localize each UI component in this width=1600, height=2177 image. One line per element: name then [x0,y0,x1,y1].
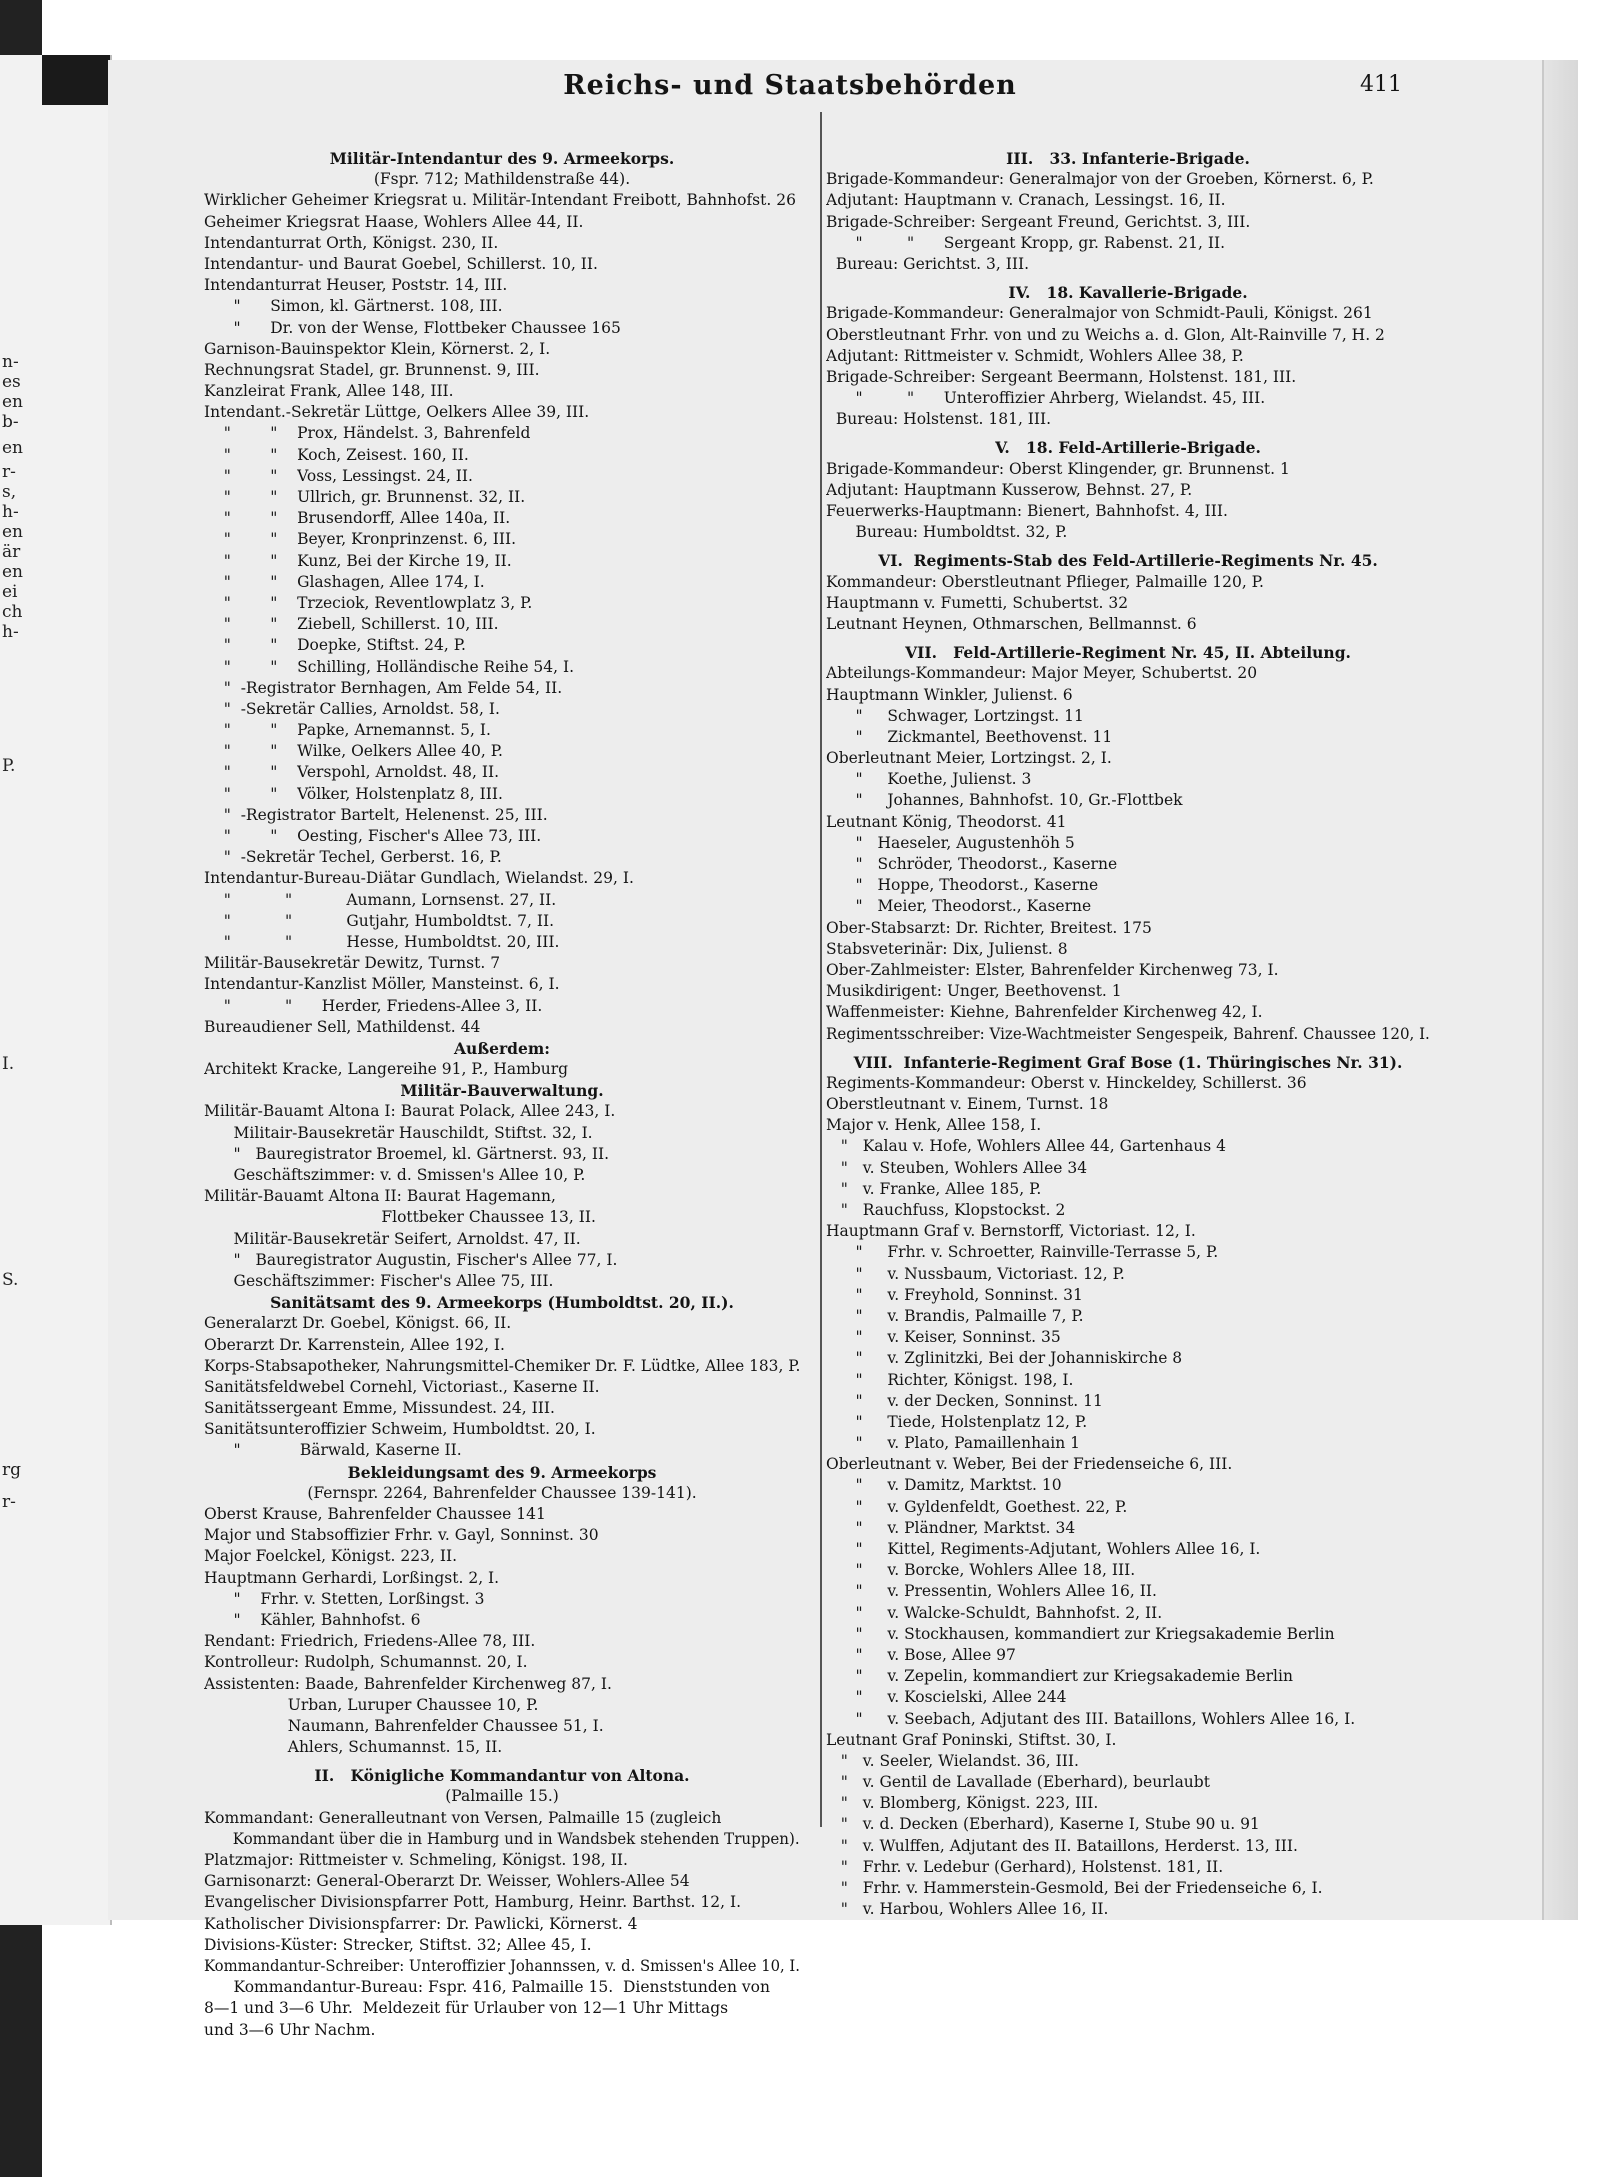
directory-entry: " Koethe, Julienst. 3 [826,770,1032,789]
directory-entry: Geschäftszimmer: Fischer's Allee 75, III. [204,1271,554,1290]
directory-entry: Ober-Zahlmeister: Elster, Bahrenfelder Kirchenweg 73, I. [826,960,1279,979]
directory-entry: Bureau: Gerichtst. 3, III. [826,254,1030,273]
directory-entry: Bureau: Humboldtst. 32, P. [826,523,1068,542]
directory-entry: Militair-Bausekretär Hauschildt, Stiftst. 32, I. [204,1123,593,1142]
directory-entry: Flottbeker Chaussee 13, II. [204,1208,596,1227]
directory-entry: Oberstleutnant v. Einem, Turnst. 18 [826,1095,1109,1114]
directory-entry: Naumann, Bahrenfelder Chaussee 51, I. [204,1716,604,1735]
directory-entry: Kommandantur-Bureau: Fspr. 416, Palmaille 15. Dienststunden von [204,1978,770,1997]
directory-entry: " v. Steuben, Wohlers Allee 34 [826,1158,1088,1177]
directory-entry: Sanitätsunteroffizier Schweim, Humboldtst. 20, I. [204,1420,596,1439]
directory-entry: " " Ullrich, gr. Brunnenst. 32, II. [204,488,526,506]
directory-entry: Evangelischer Divisionspfarrer Pott, Hamburg, Heinr. Barthst. 12, I. [204,1893,742,1912]
directory-entry: Militär-Bauamt Altona II: Baurat Hagemann, [204,1187,556,1206]
directory-entry: Sanitätsfeldwebel Cornehl, Victoriast., Kaserne II. [204,1377,600,1396]
directory-entry: Garnison-Bauinspektor Klein, Körnerst. 2, I. [204,339,551,358]
directory-entry: Katholischer Divisionspfarrer: Dr. Pawlicki, Körnerst. 4 [204,1914,638,1933]
directory-entry: Abteilungs-Kommandeur: Major Meyer, Schubertst. 20 [826,664,1258,683]
section-heading: V. 18. Feld-Artillerie-Brigade. [995,438,1261,458]
directory-entry: " Frhr. v. Stetten, Lorßingst. 3 [204,1589,485,1608]
directory-entry: " v. Bose, Allee 97 [826,1645,1016,1664]
directory-entry: " -Registrator Bartelt, Helenenst. 25, III. [204,805,548,824]
directory-entry: " Schwager, Lortzingst. 11 [826,706,1084,725]
directory-entry: Brigade-Kommandeur: Generalmajor von Schmidt-Pauli, Königst. 261 [826,304,1373,323]
directory-entry: " v. Zepelin, kommandiert zur Kriegsakademie Berlin [826,1667,1293,1686]
directory-entry: Major v. Henk, Allee 158, I. [826,1116,1042,1135]
directory-entry: " Schröder, Theodorst., Kaserne [826,855,1118,873]
directory-entry: " v. Plato, Pamaillenhain 1 [826,1434,1081,1453]
directory-entry: " v. Nussbaum, Victoriast. 12, P. [826,1264,1125,1283]
directory-entry: Kommandant über die in Hamburg und in Wandsbek stehenden Truppen). [204,1829,800,1848]
directory-entry: " v. Brandis, Palmaille 7, P. [826,1306,1084,1325]
section-heading: VIII. Infanterie-Regiment Graf Bose (1. Thüringisches Nr. 31). [853,1052,1403,1072]
prev-page-fragment: r- [2,462,16,482]
directory-entry: " " Völker, Holstenplatz 8, III. [204,784,503,803]
directory-entry: Sanitätssergeant Emme, Missundest. 24, III. [204,1399,555,1418]
directory-entry: Geheimer Kriegsrat Haase, Wohlers Allee 44, II. [204,212,584,231]
directory-entry: Kontrolleur: Rudolph, Schumannst. 20, I. [204,1653,528,1672]
directory-entry: 8—1 und 3—6 Uhr. Meldezeit für Urlauber von 12—1 Uhr Mittags [204,1999,729,2018]
directory-entry: " Hoppe, Theodorst., Kaserne [826,876,1099,895]
directory-entry: Ahlers, Schumannst. 15, II. [204,1738,503,1757]
directory-entry: Waffenmeister: Kiehne, Bahrenfelder Kirchenweg 42, I. [826,1003,1263,1022]
section-heading: Militär-Intendantur des 9. Armeekorps. [329,149,675,168]
directory-entry: Platzmajor: Rittmeister v. Schmeling, Königst. 198, II. [204,1851,628,1869]
directory-entry: " " Ziebell, Schillerst. 10, III. [204,615,499,634]
directory-entry: Militär-Bausekretär Seifert, Arnoldst. 47, II. [204,1229,581,1248]
directory-entry: Architekt Kracke, Langereihe 91, P., Hamburg [204,1060,569,1079]
directory-entry: Kommandantur-Schreiber: Unteroffizier Johannssen, v. d. Smissen's Allee 10, I. [204,1956,800,1975]
directory-entry: " " Schilling, Holländische Reihe 54, I. [204,657,575,676]
directory-entry: " v. Franke, Allee 185, P. [826,1179,1042,1198]
section-heading: Außerdem: [454,1038,550,1058]
left-column [204,148,800,2041]
directory-entry: " v. Gyldenfeldt, Goethest. 22, P. [826,1497,1128,1516]
directory-entry: Adjutant: Hauptmann v. Cranach, Lessingst. 16, II. [826,191,1226,210]
prev-page-fragment: en [2,392,24,412]
directory-entry: " " Glashagen, Allee 174, I. [204,572,485,591]
directory-entry: " v. Blomberg, Königst. 223, III. [826,1794,1099,1813]
section-heading: VII. Feld-Artillerie-Regiment Nr. 45, II. Abteilung. [905,643,1351,663]
column-divider [820,112,822,1827]
directory-entry: Adjutant: Rittmeister v. Schmidt, Wohlers Allee 38, P. [826,346,1244,365]
directory-entry: Assistenten: Baade, Bahrenfelder Kirchenweg 87, I. [204,1674,612,1693]
directory-entry: " Kalau v. Hofe, Wohlers Allee 44, Gartenhaus 4 [826,1137,1226,1156]
directory-entry: " v. Zglinitzki, Bei der Johanniskirche 8 [826,1349,1183,1368]
directory-entry: Intendant.-Sekretär Lüttge, Oelkers Allee 39, III. [204,403,590,422]
directory-entry: Oberleutnant Meier, Lortzingst. 2, I. [826,749,1112,768]
directory-entry: Generalarzt Dr. Goebel, Königst. 66, II. [204,1314,512,1333]
directory-entry: Rendant: Friedrich, Friedens-Allee 78, III. [204,1632,536,1651]
directory-entry: " " Trzeciok, Reventlowplatz 3, P. [204,593,533,612]
directory-entry: Hauptmann v. Fumetti, Schubertst. 32 [826,593,1129,612]
directory-entry: " " Verspohl, Arnoldst. 48, II. [204,763,500,782]
directory-entry: Oberst Krause, Bahrenfelder Chaussee 141 [204,1505,546,1523]
directory-entry: " " Sergeant Kropp, gr. Rabenst. 21, II. [826,233,1226,252]
directory-entry: Oberarzt Dr. Karrenstein, Allee 192, I. [204,1335,505,1354]
directory-entry: Stabsveterinär: Dix, Julienst. 8 [826,939,1068,958]
directory-entry: " " Gutjahr, Humboldtst. 7, II. [204,911,555,930]
directory-entry: " Rauchfuss, Klopstockst. 2 [826,1201,1066,1219]
section-heading: Militär-Bauverwaltung. [400,1081,604,1101]
directory-entry: " " Unteroffizier Ahrberg, Wielandst. 45, III. [826,389,1266,408]
directory-entry: " Bärwald, Kaserne II. [204,1441,462,1460]
directory-entry: " Meier, Theodorst., Kaserne [826,897,1092,916]
directory-entry: " " Prox, Händelst. 3, Bahrenfeld [204,424,531,443]
section-heading: Sanitätsamt des 9. Armeekorps (Humboldtst. 20, II.). [270,1293,734,1313]
directory-entry: " Frhr. v. Hammerstein-Gesmold, Bei der Friedenseiche 6, I. [826,1879,1323,1897]
directory-entry: Leutnant König, Theodorst. 41 [826,812,1067,831]
directory-entry: " Kittel, Regiments-Adjutant, Wohlers Allee 16, I. [826,1540,1261,1558]
directory-entry: " -Sekretär Callies, Arnoldst. 58, I. [204,699,500,718]
prev-page-fragment: är [2,542,21,562]
directory-entry: " v. Freyhold, Sonninst. 31 [826,1285,1083,1304]
directory-entry: " " Doepke, Stiftst. 24, P. [204,636,466,655]
directory-entry: " " Papke, Arnemannst. 5, I. [204,721,491,740]
directory-entry: " v. Stockhausen, kommandiert zur Kriegsakademie Berlin [826,1624,1335,1643]
directory-entry: " -Registrator Bernhagen, Am Felde 54, II. [204,678,563,697]
directory-entry: " " Herder, Friedens-Allee 3, II. [204,996,543,1015]
directory-entry: Oberleutnant v. Weber, Bei der Friedenseiche 6, III. [826,1455,1233,1474]
directory-entry: Brigade-Schreiber: Sergeant Freund, Gerichtst. 3, III. [826,212,1251,231]
directory-entry: Hauptmann Graf v. Bernstorff, Victoriast. 12, I. [826,1222,1196,1241]
directory-entry: Hauptmann Winkler, Julienst. 6 [826,685,1073,704]
directory-entry: " Simon, kl. Gärtnerst. 108, III. [204,297,503,316]
directory-entry: Kommandeur: Oberstleutnant Pflieger, Palmaille 120, P. [826,572,1264,591]
spine-shadow [42,55,110,105]
directory-entry: " Bauregistrator Broemel, kl. Gärtnerst. 93, II. [204,1144,610,1163]
prev-page-fragment: s, [2,482,17,502]
prev-page-fragment: I. [2,1054,15,1074]
directory-entry: " " Oesting, Fischer's Allee 73, III. [204,827,542,845]
directory-entry: Kommandant: Generalleutnant von Versen, Palmaille 15 (zugleich [204,1808,722,1827]
directory-entry: Oberstleutnant Frhr. von und zu Weichs a. d. Glon, Alt-Rainville 7, H. 2 [826,325,1385,344]
prev-page-fragment: n- [2,352,19,372]
directory-entry: " v. Koscielski, Allee 244 [826,1688,1067,1707]
directory-entry: " v. Pländner, Marktst. 34 [826,1518,1076,1537]
directory-entry: Adjutant: Hauptmann Kusserow, Behnst. 27, P. [826,480,1193,499]
directory-entry: " Zickmantel, Beethovenst. 11 [826,727,1113,746]
directory-entry: " " Aumann, Lornsenst. 27, II. [204,890,557,909]
prev-page-fragment: es [2,372,21,392]
directory-entry: " " Kunz, Bei der Kirche 19, II. [204,551,512,570]
directory-entry: " " Hesse, Humboldtst. 20, III. [204,932,560,951]
prev-page-fragment: r- [2,1492,16,1512]
directory-entry: Regimentsschreiber: Vize-Wachtmeister Sengespeik, Bahrenf. Chaussee 120, I. [826,1024,1430,1043]
directory-entry: " v. Walcke-Schuldt, Bahnhofst. 2, II. [826,1603,1163,1622]
directory-entry: " Frhr. v. Ledebur (Gerhard), Holstenst. 181, II. [826,1857,1224,1876]
directory-entry: (Fernspr. 2264, Bahrenfelder Chaussee 139-141). [307,1483,697,1502]
directory-entry: " v. Gentil de Lavallade (Eberhard), beurlaubt [826,1773,1210,1792]
prev-page-fragment: en [2,562,24,582]
directory-entry: " Frhr. v. Schroetter, Rainville-Terrasse 5, P. [826,1243,1219,1262]
page-number: 411 [1360,72,1402,97]
directory-entry: Bureaudiener Sell, Mathildenst. 44 [204,1017,481,1036]
section-heading: Bekleidungsamt des 9. Armeekorps [347,1462,657,1482]
running-head: Reichs- und Staatsbehörden [563,70,1017,101]
directory-entry: " v. Pressentin, Wohlers Allee 16, II. [826,1582,1157,1601]
directory-entry: Intendantur-Kanzlist Möller, Mansteinst. 6, I. [204,975,560,994]
prev-page-fragment: h- [2,622,19,642]
directory-entry: " Richter, Königst. 198, I. [826,1370,1074,1389]
directory-entry: " Haeseler, Augustenhöh 5 [826,833,1075,852]
directory-entry: " v. d. Decken (Eberhard), Kaserne I, Stube 90 u. 91 [826,1815,1260,1834]
previous-page-edge [0,55,112,1925]
directory-entry: Ober-Stabsarzt: Dr. Richter, Breitest. 175 [826,918,1152,937]
directory-entry: Regiments-Kommandeur: Oberst v. Hinckeldey, Schillerst. 36 [826,1073,1307,1092]
prev-page-fragment: rg [2,1460,22,1480]
directory-entry: " -Sekretär Techel, Gerberst. 16, P. [204,848,502,867]
prev-page-fragment: h- [2,502,19,522]
prev-page-fragment: ei [2,582,18,602]
directory-entry: Korps-Stabsapotheker, Nahrungsmittel-Chemiker Dr. F. Lüdtke, Allee 183, P. [204,1356,801,1375]
right-column [826,148,1430,1920]
directory-entry: und 3—6 Uhr Nachm. [204,2020,376,2039]
page-fore-edge [1542,60,1578,1920]
section-heading: IV. 18. Kavallerie-Brigade. [1008,283,1248,303]
directory-entry: Militär-Bauamt Altona I: Baurat Polack, Allee 243, I. [204,1102,616,1121]
directory-entry: " " Voss, Lessingst. 24, II. [204,466,473,485]
directory-entry: Brigade-Kommandeur: Generalmajor von der Groeben, Körnerst. 6, P. [826,170,1374,189]
directory-entry: Intendantur-Bureau-Diätar Gundlach, Wielandst. 29, I. [204,869,634,888]
directory-entry: Bureau: Holstenst. 181, III. [826,410,1052,429]
directory-entry: Rechnungsrat Stadel, gr. Brunnenst. 9, III. [204,360,540,379]
directory-entry: " v. Damitz, Marktst. 10 [826,1476,1062,1495]
section-heading: II. Königliche Kommandantur von Altona. [314,1766,690,1786]
prev-page-fragment: S. [2,1270,19,1290]
directory-entry: " " Koch, Zeisest. 160, II. [204,445,469,464]
directory-entry: Geschäftszimmer: v. d. Smissen's Allee 10, P. [204,1166,586,1184]
directory-entry: Brigade-Kommandeur: Oberst Klingender, gr. Brunnenst. 1 [826,459,1290,478]
prev-page-fragment: b- [2,412,19,432]
directory-entry: " v. Keiser, Sonninst. 35 [826,1328,1061,1347]
directory-entry: Garnisonarzt: General-Oberarzt Dr. Weisser, Wohlers-Allee 54 [204,1872,690,1891]
directory-entry: Urban, Luruper Chaussee 10, P. [204,1695,539,1714]
directory-entry: " " Beyer, Kronprinzenst. 6, III. [204,530,517,549]
directory-entry: " v. der Decken, Sonninst. 11 [826,1391,1103,1410]
directory-entry: Brigade-Schreiber: Sergeant Beermann, Holstenst. 181, III. [826,367,1297,386]
prev-page-fragment: en [2,438,24,458]
directory-entry: " Kähler, Bahnhofst. 6 [204,1610,421,1629]
directory-entry: Militär-Bausekretär Dewitz, Turnst. 7 [204,954,501,973]
prev-page-fragment: P. [2,756,16,776]
prev-page-fragment: ch [2,602,23,622]
directory-entry: Hauptmann Gerhardi, Lorßingst. 2, I. [204,1568,500,1587]
directory-entry: " v. Harbou, Wohlers Allee 16, II. [826,1900,1109,1919]
directory-entry: Intendantur- und Baurat Goebel, Schillerst. 10, II. [204,254,598,273]
section-heading: VI. Regiments-Stab des Feld-Artillerie-Regiments Nr. 45. [878,551,1378,571]
directory-entry: Major Foelckel, Königst. 223, II. [204,1547,458,1566]
directory-entry: " v. Borcke, Wohlers Allee 18, III. [826,1561,1136,1580]
directory-entry: " v. Seeler, Wielandst. 36, III. [826,1751,1079,1770]
directory-entry: " Bauregistrator Augustin, Fischer's Allee 77, I. [204,1250,618,1269]
directory-entry: " " Brusendorff, Allee 140a, II. [204,509,511,528]
directory-entry: " Dr. von der Wense, Flottbeker Chaussee 165 [204,318,621,337]
directory-entry: " Johannes, Bahnhofst. 10, Gr.-Flottbek [826,791,1183,810]
directory-entry: " v. Seebach, Adjutant des III. Bataillons, Wohlers Allee 16, I. [826,1709,1356,1728]
directory-entry: Major und Stabsoffizier Frhr. v. Gayl, Sonninst. 30 [204,1526,599,1545]
directory-entry: Leutnant Heynen, Othmarschen, Bellmannst. 6 [826,614,1197,633]
directory-entry: (Palmaille 15.) [445,1787,559,1806]
prev-page-fragment: en [2,522,24,542]
directory-entry: Leutnant Graf Poninski, Stiftst. 30, I. [826,1730,1117,1749]
directory-entry: Intendanturrat Orth, Königst. 230, II. [204,233,499,252]
directory-entry: Wirklicher Geheimer Kriegsrat u. Militär-Intendant Freibott, Bahnhofst. 26 [204,191,796,210]
directory-entry: " v. Wulffen, Adjutant des II. Bataillons, Herderst. 13, III. [826,1836,1298,1855]
directory-entry: " " Wilke, Oelkers Allee 40, P. [204,742,503,761]
directory-entry: Divisions-Küster: Strecker, Stiftst. 32; Allee 45, I. [204,1935,592,1954]
directory-entry: " Tiede, Holstenplatz 12, P. [826,1412,1088,1431]
directory-entry: Intendanturrat Heuser, Poststr. 14, III. [204,276,508,295]
directory-entry: Kanzleirat Frank, Allee 148, III. [204,382,454,401]
directory-entry: Feuerwerks-Hauptmann: Bienert, Bahnhofst. 4, III. [826,502,1228,520]
directory-entry: Musikdirigent: Unger, Beethovenst. 1 [826,982,1122,1001]
directory-entry: (Fspr. 712; Mathildenstraße 44). [373,170,631,189]
section-heading: III. 33. Infanterie-Brigade. [1006,149,1250,168]
